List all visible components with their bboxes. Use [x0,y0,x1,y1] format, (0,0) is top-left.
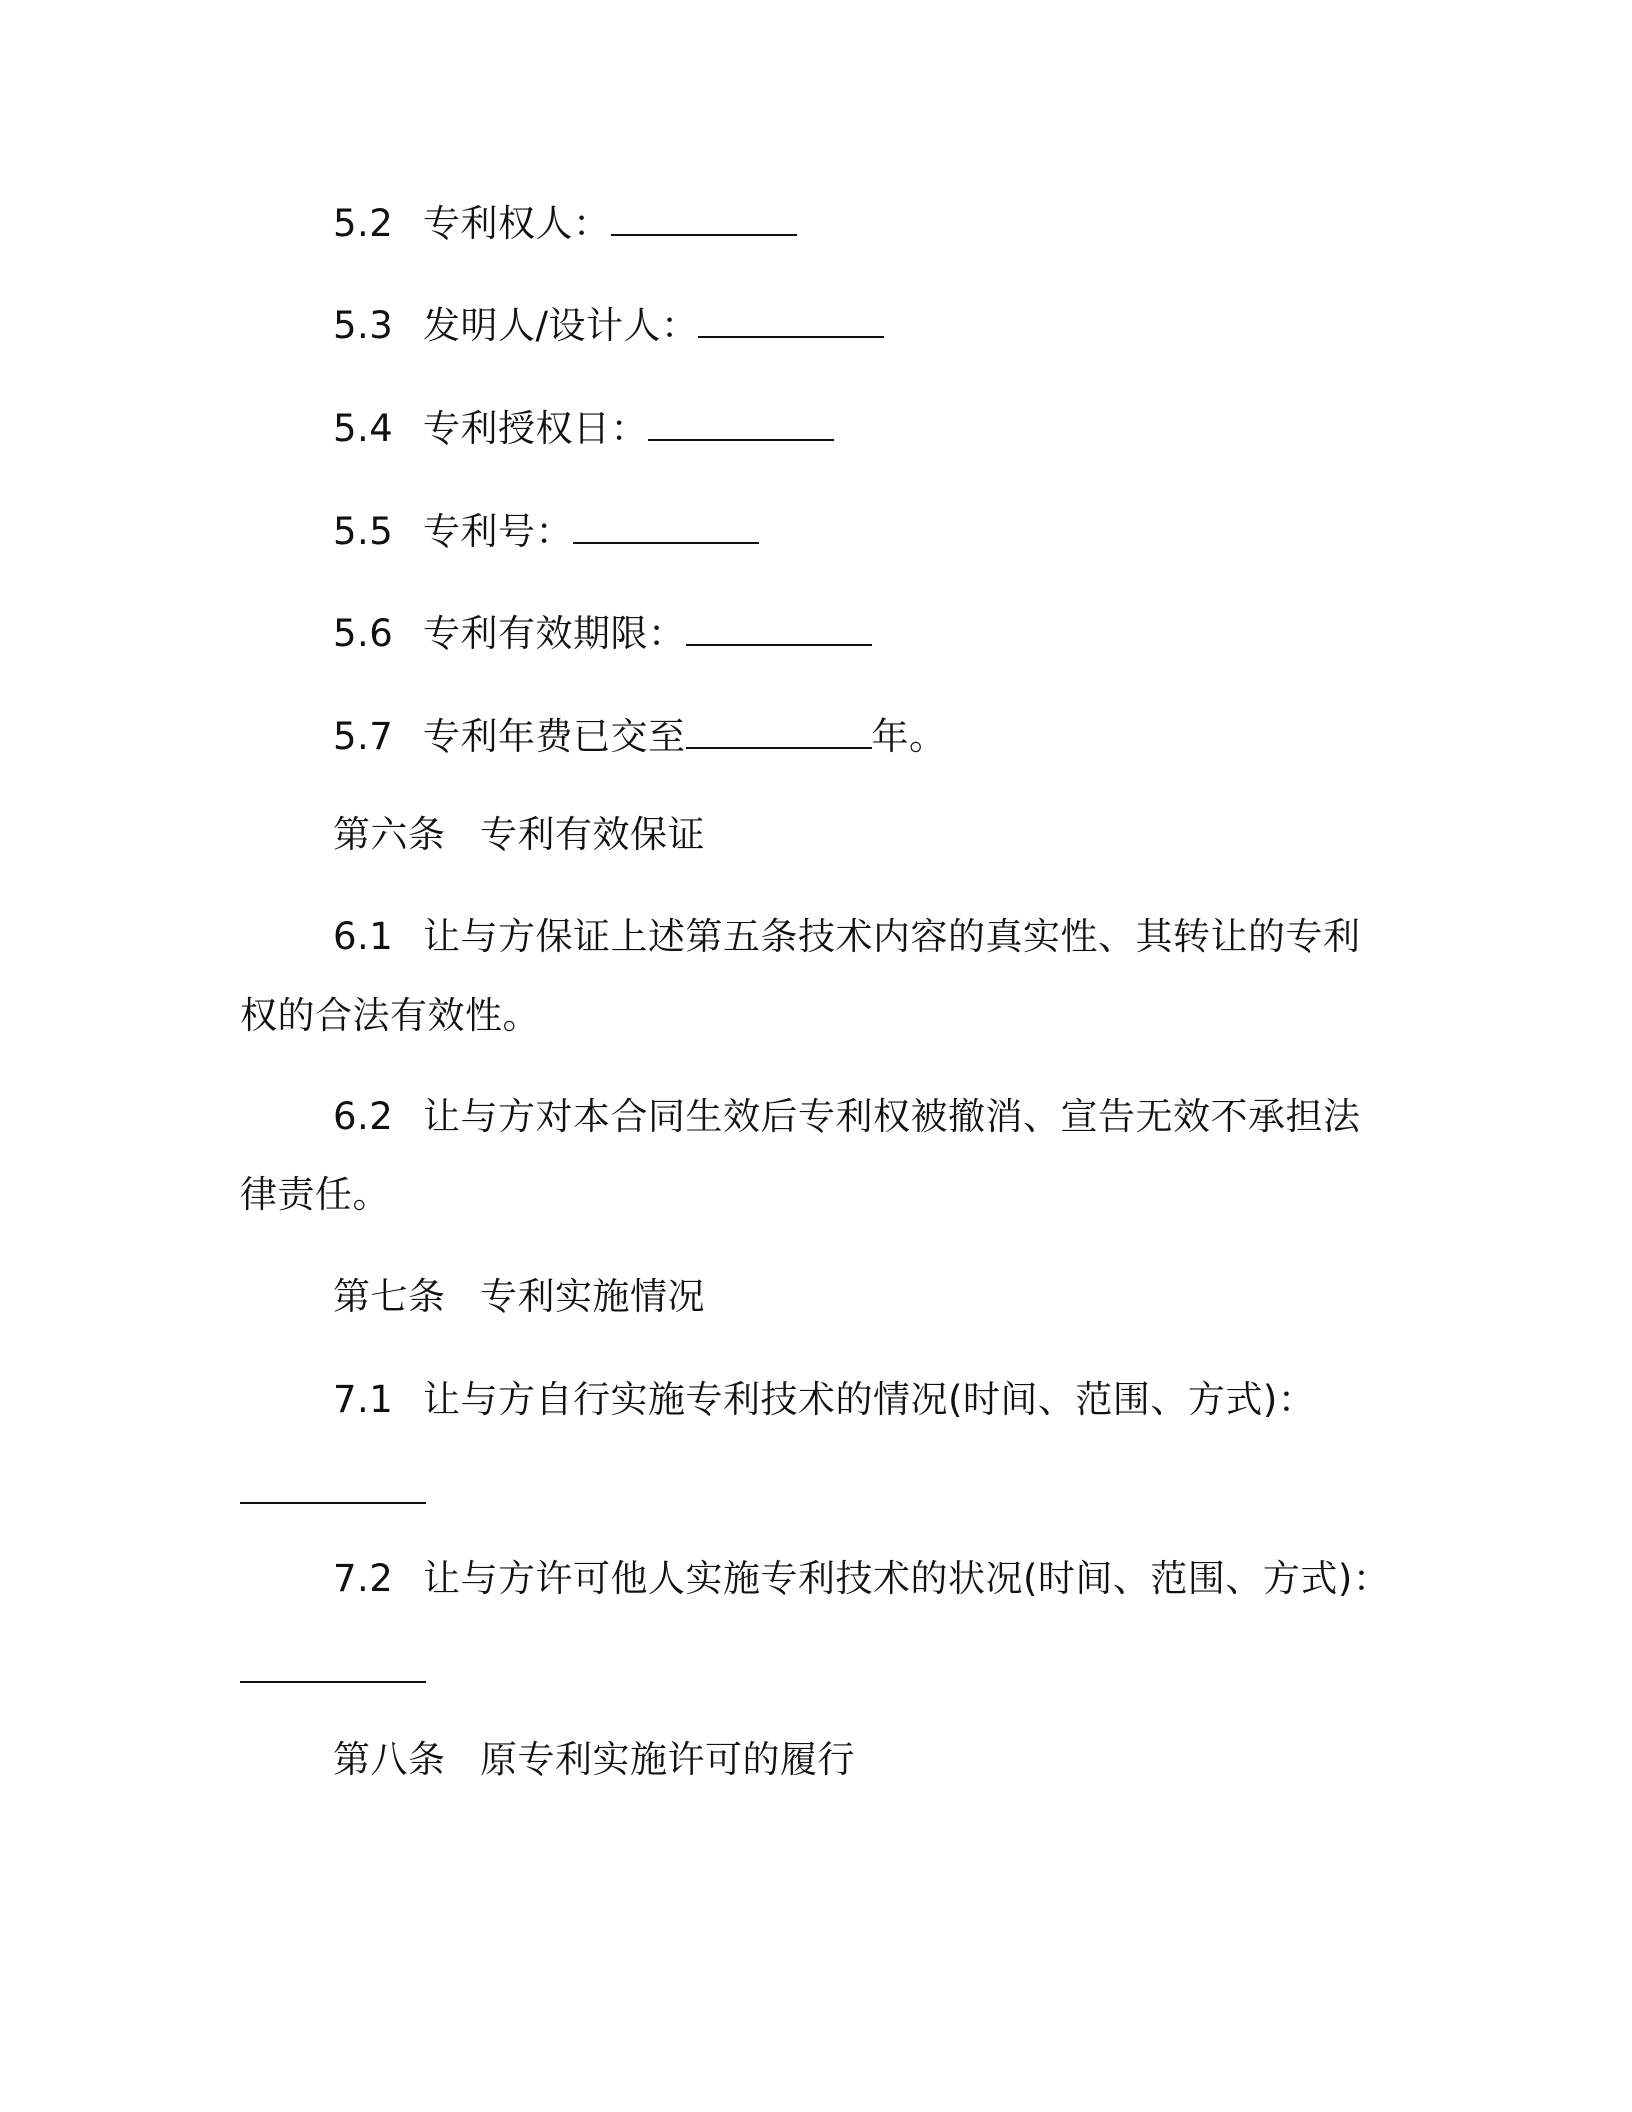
fill-in-blank[interactable] [648,405,834,441]
clause-7-1-blank-line [240,1468,426,1510]
clause-text: 让与方对本合同生效后专利权被撤消、宣告无效不承担法 [423,1095,1361,1138]
fill-in-blank[interactable] [240,1647,426,1683]
clause-label: 专利年费已交至 [423,715,686,758]
clause-7-1 [333,1378,1316,1421]
clause-label: 专利有效期限： [423,612,686,655]
clause-text: 让与方自行实施专利技术的情况(时间、范围、方式)： [423,1378,1316,1421]
clause-6-1 [333,915,1361,958]
article-number: 第八条 [333,1738,446,1781]
clause-5-2 [333,200,797,245]
clause-text: 律责任。 [240,1173,390,1216]
fill-in-blank[interactable] [573,508,759,544]
article-title: 原专利实施许可的履行 [480,1738,855,1781]
clause-text: 让与方许可他人实施专利技术的状况(时间、范围、方式)： [423,1557,1391,1600]
clause-5-6 [333,610,872,655]
clause-number: 5.7 [333,715,394,758]
clause-suffix: 年。 [871,715,947,758]
clause-5-3 [333,302,884,347]
fill-in-blank[interactable] [611,200,797,236]
article-number: 第七条 [333,1275,446,1318]
clause-label: 专利权人： [423,202,611,245]
article-8-heading [333,1738,855,1781]
article-number: 第六条 [333,813,446,856]
clause-number: 5.6 [333,612,394,655]
clause-number: 7.1 [333,1378,394,1421]
clause-6-2-continuation [240,1173,390,1216]
clause-7-2-blank-line [240,1647,426,1689]
clause-number: 6.2 [333,1095,394,1138]
clause-5-5 [333,508,759,553]
clause-number: 5.4 [333,407,394,450]
clause-number: 6.1 [333,915,394,958]
clause-5-7 [333,713,947,758]
clause-5-4 [333,405,834,450]
clause-number: 7.2 [333,1557,394,1600]
fill-in-blank[interactable] [698,302,884,338]
clause-6-1-continuation [240,994,540,1037]
clause-label: 专利授权日： [423,407,648,450]
clause-number: 5.5 [333,510,394,553]
clause-text: 权的合法有效性。 [240,994,540,1037]
clause-7-2 [333,1557,1391,1600]
fill-in-blank[interactable] [240,1468,426,1504]
clause-label: 专利号： [423,510,573,553]
article-6-heading [333,813,705,856]
article-title: 专利有效保证 [480,813,705,856]
fill-in-blank[interactable] [686,610,872,646]
article-title: 专利实施情况 [480,1275,705,1318]
clause-6-2 [333,1095,1361,1138]
fill-in-blank[interactable] [686,713,872,749]
clause-label: 发明人/设计人： [423,304,699,347]
clause-number: 5.2 [333,202,394,245]
article-7-heading [333,1275,705,1318]
clause-text: 让与方保证上述第五条技术内容的真实性、其转让的专利 [423,915,1361,958]
clause-number: 5.3 [333,304,394,347]
